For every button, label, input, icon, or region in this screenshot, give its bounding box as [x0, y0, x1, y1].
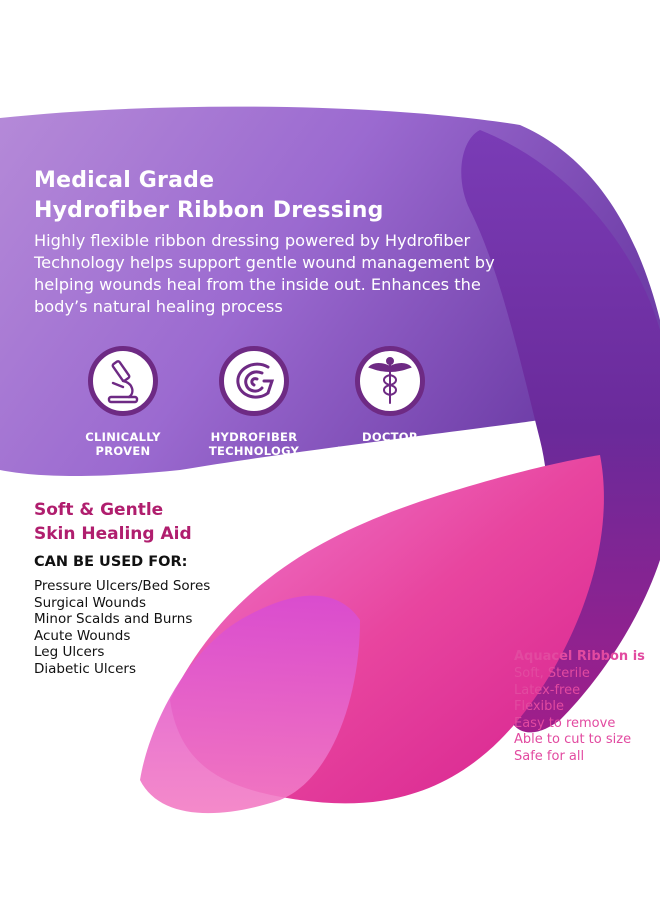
list-item: Pressure Ulcers/Bed Sores — [34, 578, 211, 594]
soft-heading-line-1: Soft & Gentle — [34, 500, 164, 520]
badge-label-line-2: PROVEN — [95, 444, 151, 458]
badge-label-line-1: CLINICALLY — [85, 430, 161, 444]
list-item: Flexible — [514, 699, 565, 714]
badge-circle — [88, 346, 158, 416]
hydrofiber-swirl-icon — [224, 351, 284, 411]
list-item: Diabetic Ulcers — [34, 660, 136, 677]
uses-heading: CAN BE USED FOR: — [34, 554, 188, 570]
badge-label-line-1: DOCTOR — [361, 430, 419, 444]
caduceus-icon — [360, 351, 420, 411]
badge-clinically-proven — [68, 346, 178, 458]
list-item: Acute Wounds — [34, 627, 131, 644]
list-item: Safe for all — [514, 748, 585, 764]
badge-label-line-1: HYDROFIBER — [210, 430, 298, 444]
title-line-1: Medical Grade — [34, 168, 215, 193]
badge-circle — [219, 346, 289, 416]
ribbon-features-list — [514, 666, 631, 765]
list-item: Able to cut to size — [514, 732, 632, 747]
badge-label-line-2: TECHNOLOGY — [208, 444, 300, 458]
list-item: Surgical Wounds — [34, 594, 147, 611]
soft-heading-line-2: Skin Healing Aid — [34, 524, 192, 544]
list-item: Latex-free — [514, 682, 581, 698]
microscope-icon — [93, 351, 153, 411]
title-line-2: Hydrofiber Ribbon Dressing — [34, 198, 384, 223]
uses-list — [34, 578, 210, 677]
badge-circle — [355, 346, 425, 416]
product-description: Highly flexible ribbon dressing powered by Hydrofiber Technology helps support gentle wound management by helping wounds heal from the inside out. Enhances the body’s natural healing process — [34, 231, 495, 316]
badge-label-line-2: RECOMMENDED — [337, 444, 443, 458]
list-item: Soft, Sterile — [514, 666, 590, 681]
list-item: Minor Scalds and Burns — [34, 611, 193, 627]
ribbon-features-heading: Aquacel Ribbon is — [514, 649, 645, 664]
list-item: Leg Ulcers — [34, 644, 105, 660]
badge-doctor-recommended — [335, 346, 445, 458]
soft-gentle-heading — [34, 498, 192, 546]
list-item: Easy to remove — [514, 715, 616, 731]
page-title — [34, 166, 384, 226]
badge-hydrofiber-technology — [199, 346, 309, 458]
